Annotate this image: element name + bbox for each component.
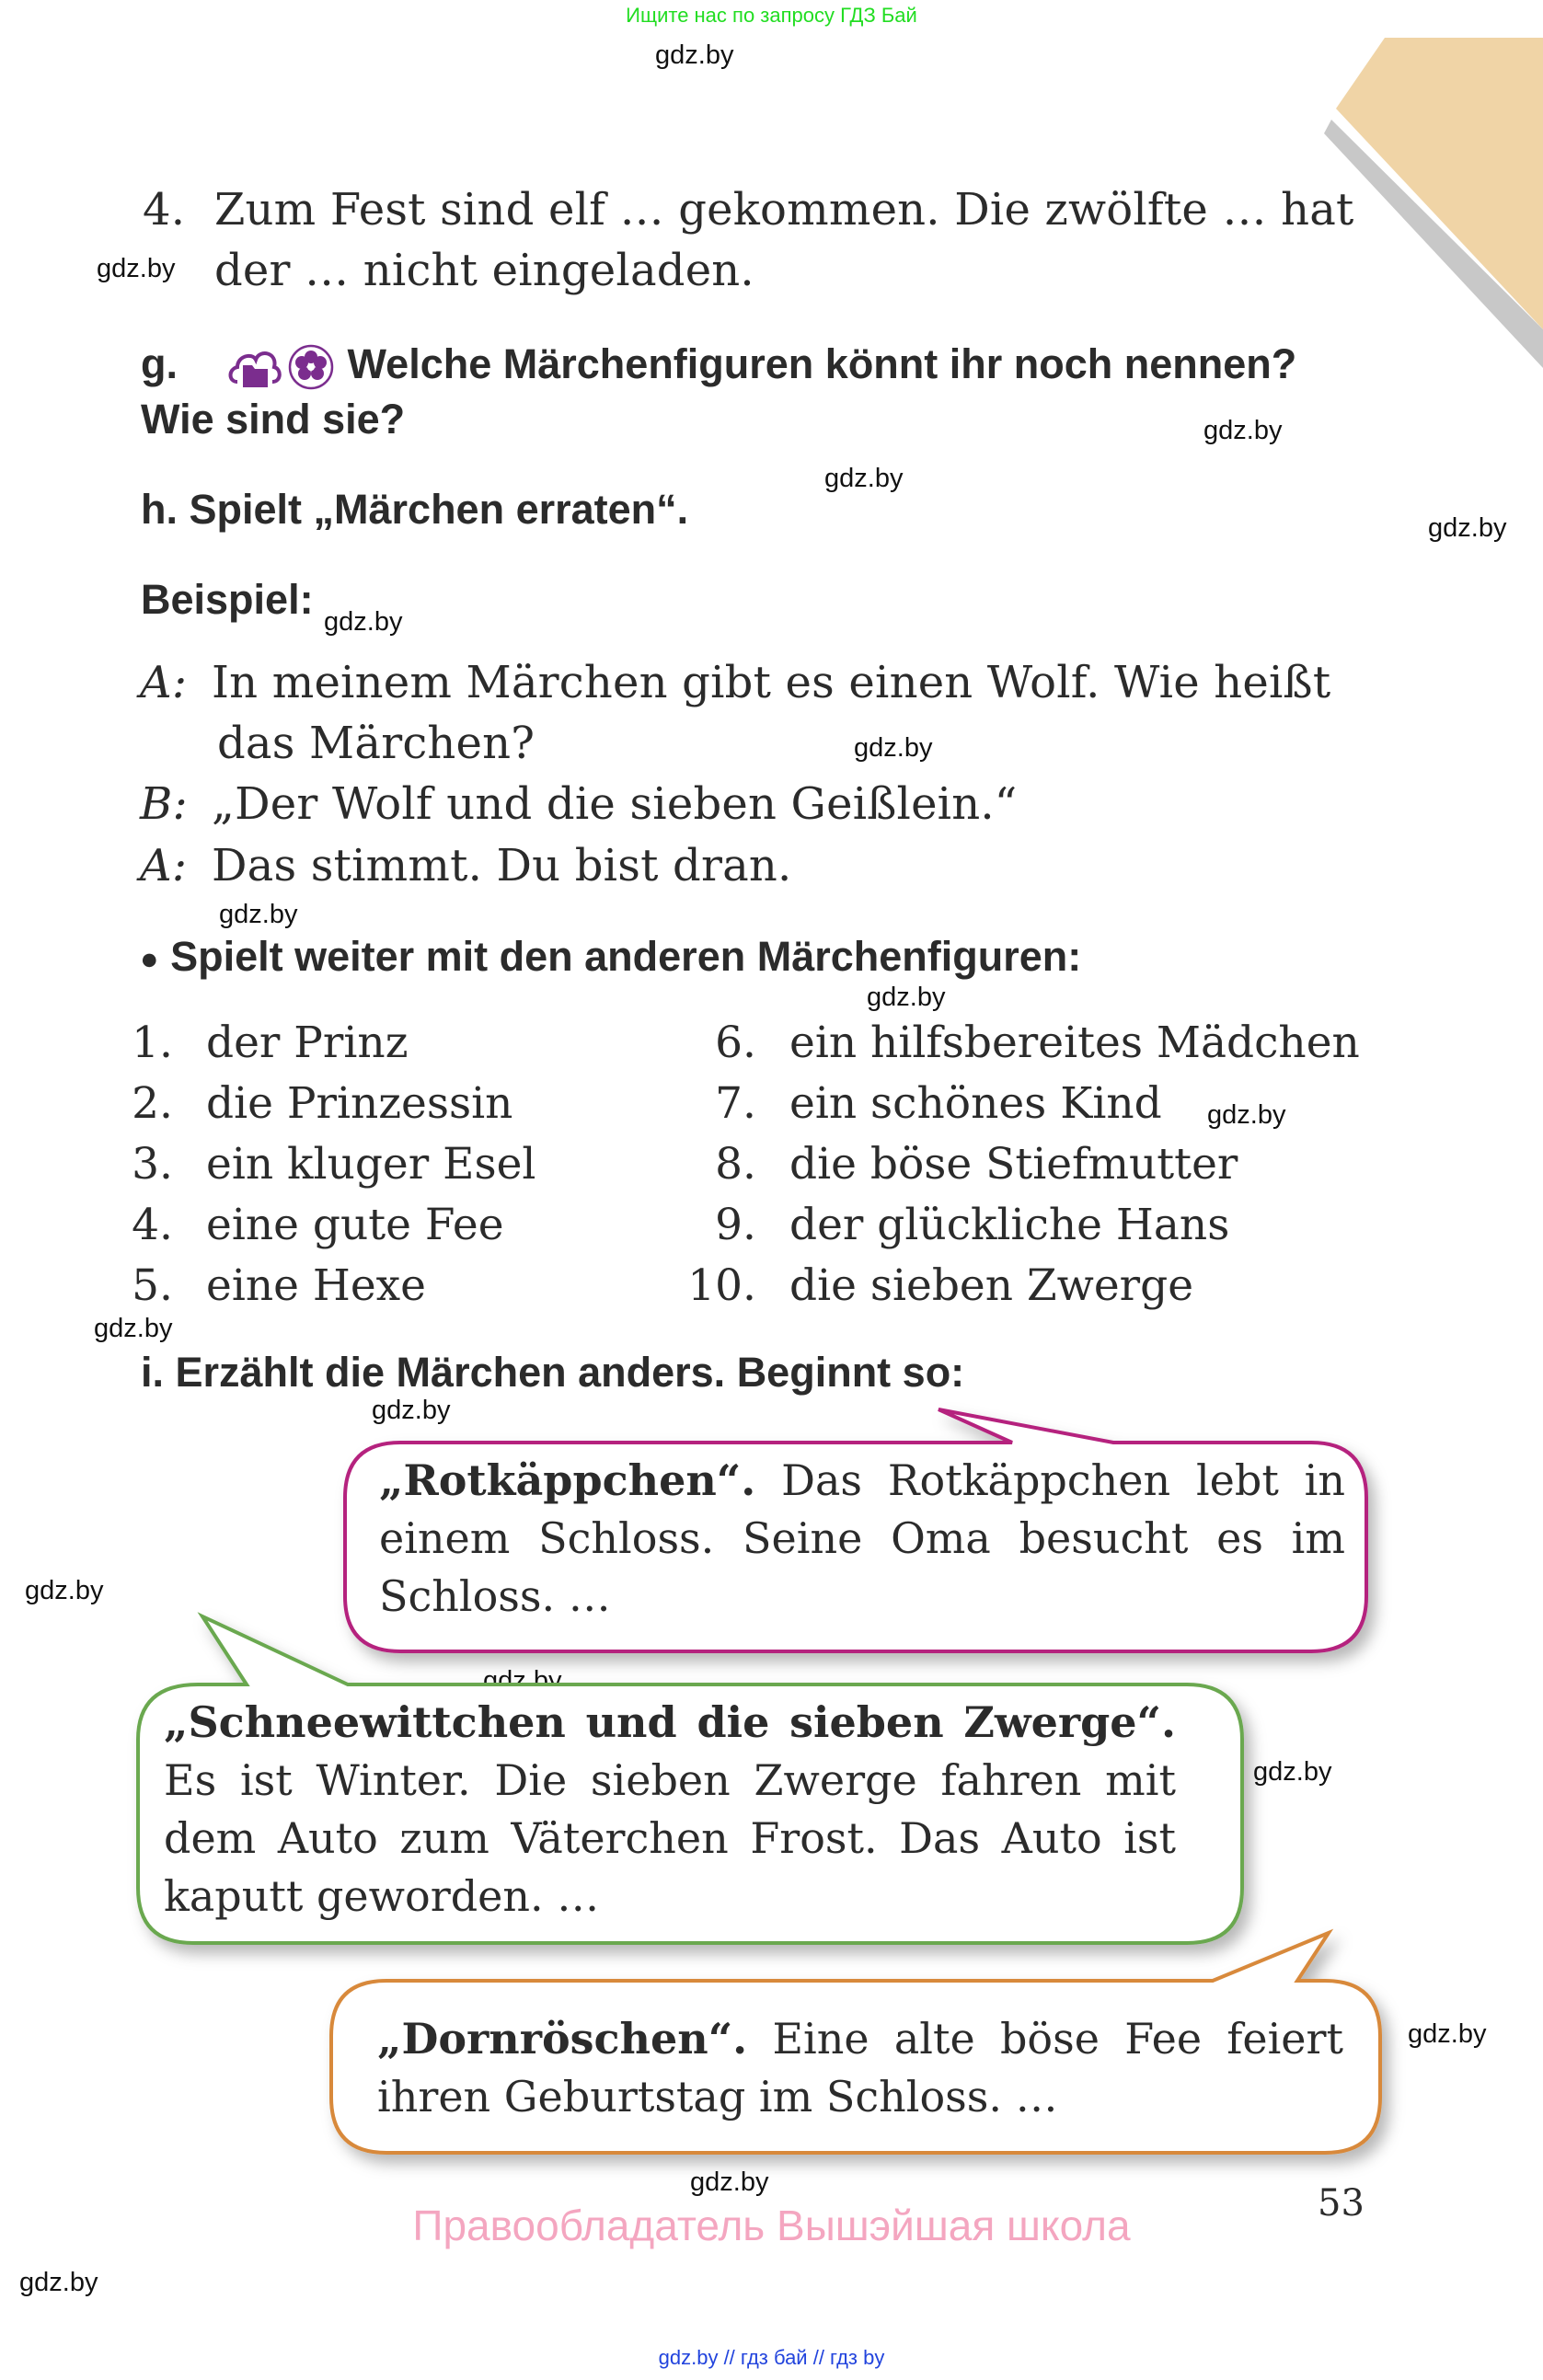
bullet-icon: ●: [140, 941, 159, 977]
example-label: Beispiel:: [141, 576, 314, 623]
task-letter: g.: [141, 340, 178, 387]
watermark: gdz.by: [324, 607, 403, 637]
list-item: 8. die böse Stiefmutter: [715, 1139, 1238, 1190]
list-item: 1. der Prinz: [132, 1018, 409, 1068]
list-item: 7. ein schönes Kind: [715, 1078, 1162, 1129]
dialogue-text: „Der Wolf und die sieben Geißlein.“: [212, 778, 1018, 830]
list-item: 3. ein kluger Esel: [132, 1139, 536, 1190]
task-g-text: Welche Märchenfiguren könnt ihr noch nennen?: [347, 340, 1297, 387]
watermark: gdz.by: [854, 733, 933, 763]
bubble-body: Eine alte böse Fee feiert ihren Geburtstag im Schloss. …: [377, 2014, 1343, 2121]
speaker-label: A:: [140, 840, 188, 891]
watermark: gdz.by: [1253, 1757, 1332, 1787]
bubble-rotkaeppchen: [379, 1452, 1345, 1626]
watermark: gdz.by: [97, 254, 176, 283]
rights-holder: Правообладатель Вышэйшая школа: [412, 2202, 1131, 2249]
watermark: gdz.by: [19, 2268, 98, 2297]
watermark: gdz.by: [372, 1396, 451, 1425]
list-item: 10. die sieben Zwerge: [687, 1260, 1194, 1311]
bubble-dornroeschen: [377, 2010, 1343, 2126]
task-g-cont: Wie sind sie?: [141, 396, 406, 443]
bubble-body: Es ist Winter. Die sieben Zwerge fahren mit dem Auto zum Väterchen Frost. Das Auto ist kaputt geworden. …: [164, 1755, 1176, 1921]
exercise-item-4-cont: der … nicht eingeladen.: [214, 245, 754, 296]
bubble-title: „Schneewittchen und die sieben Zwerge“.: [164, 1697, 1176, 1747]
watermark: gdz.by: [1408, 2019, 1487, 2049]
watermark: gdz.by: [867, 983, 946, 1012]
bubble-body: Das Rotkäppchen lebt in einem Schloss. Seine Oma besucht es im Schloss. …: [379, 1455, 1345, 1621]
dialogue-text: In meinem Märchen gibt es einen Wolf. Wie heißt: [212, 657, 1331, 708]
watermark: gdz.by: [25, 1576, 104, 1605]
speaker-label: A:: [140, 657, 188, 708]
list-item: 2. die Prinzessin: [132, 1078, 513, 1129]
list-item: 4. eine gute Fee: [132, 1200, 504, 1250]
watermark: gdz.by: [483, 1666, 562, 1696]
watermark: gdz.by: [219, 900, 298, 929]
bubble-title: „Rotkäppchen“.: [379, 1455, 756, 1505]
watermark: gdz.by: [1428, 513, 1507, 543]
list-item: 6. ein hilfsbereites Mädchen: [715, 1018, 1360, 1068]
dialogue-line-1-cont: das Märchen?: [217, 718, 535, 769]
watermark: gdz.by: [655, 40, 734, 70]
item-number: 4.: [143, 184, 186, 236]
search-hint: Ищите нас по запросу ГДЗ Бай: [626, 4, 917, 27]
task-h: h. Spielt „Märchen erraten“.: [141, 486, 689, 533]
speaker-label: B:: [140, 778, 188, 830]
watermark: gdz.by: [690, 2167, 769, 2197]
list-item: 9. der glückliche Hans: [715, 1200, 1230, 1250]
item-text-line1: Zum Fest sind elf … gekommen. Die zwölfte … hat: [214, 184, 1354, 236]
watermark: gdz.by: [824, 464, 904, 493]
bubble-schneewittchen: [164, 1694, 1176, 1926]
bubble-title: „Dornröschen“.: [377, 2014, 748, 2064]
watermark: gdz.by: [1207, 1100, 1286, 1130]
watermark: gdz.by: [1203, 416, 1283, 445]
page-number: 53: [1318, 2182, 1365, 2225]
footer-links[interactable]: gdz.by // гдз бай // гдз by: [658, 2346, 885, 2369]
list-item: 5. eine Hexe: [132, 1260, 426, 1311]
instruction-text: Spielt weiter mit den anderen Märchenfiguren:: [170, 933, 1082, 980]
watermark: gdz.by: [94, 1314, 173, 1343]
task-i: i. Erzählt die Märchen anders. Beginnt so:: [141, 1349, 965, 1396]
dialogue-text: Das stimmt. Du bist dran.: [212, 840, 792, 891]
